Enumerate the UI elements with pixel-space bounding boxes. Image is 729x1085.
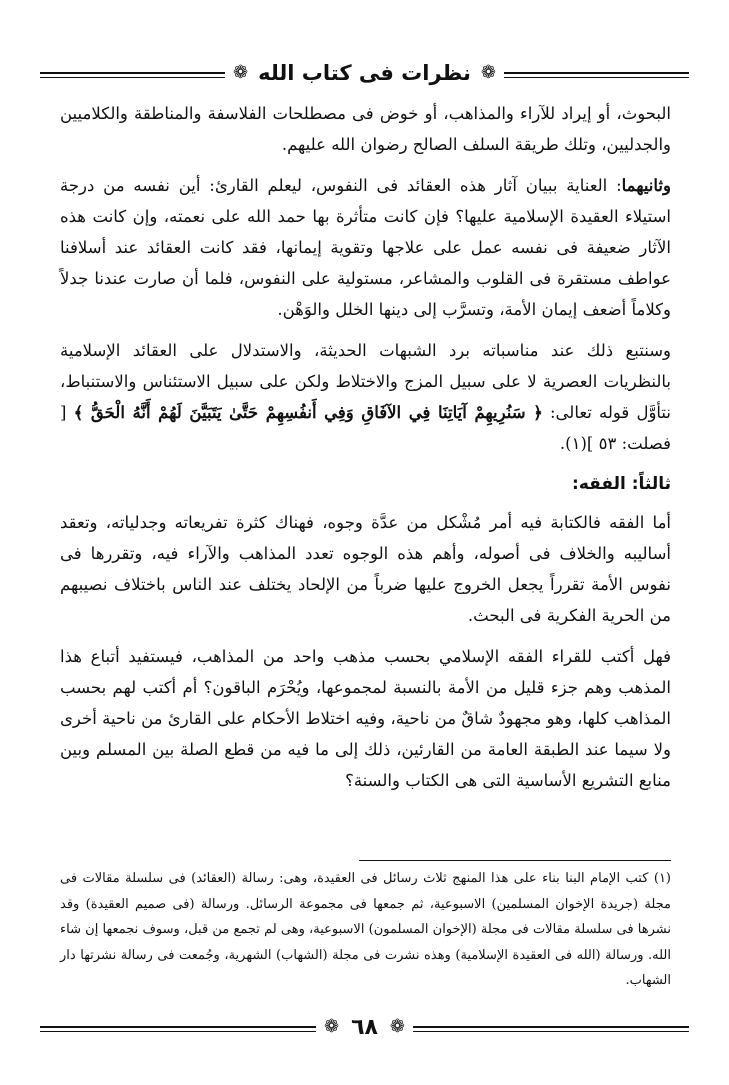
section-heading-fiqh: ثالثاً: الفقه: <box>572 474 671 494</box>
page-footer <box>40 1012 689 1042</box>
flower-ornament-icon: ❁ <box>480 62 496 83</box>
flower-ornament-icon: ❁ <box>389 1016 406 1037</box>
footer-rule-left <box>40 1026 316 1028</box>
paragraph-3 <box>60 335 671 459</box>
running-header <box>40 56 689 90</box>
flower-ornament-icon: ❁ <box>233 62 249 83</box>
footnote-text: (١) كتب الإمام البنا بناء على هذا المنهج ثلاث رسائل فى العقيدة، وهى: رسالة (العقائد) فى سلسلة مقالات فى مجلة (جريدة الإخوان المسلمين) الاسبوعية، ثم جمعها فى مجموعة الرسائل. ورسالة (فى صميم العقيدة) وقد نشرها فى سلسلة مقالات فى مجلة (الإخوان المسلمون) الاسبوعية، وهى لم تجمع من قبل، وسوف نجمعها إن شاء الله. ورسالة (الله فى العقيدة الإسلامية) وهذه نشرت فى مجلة (الشهاب) الشهرية، وجُمعت فى رسالة نشرتها دار الشهاب. <box>60 871 671 988</box>
paragraph-2-text: : العناية ببيان آثار هذه العقائد فى النفوس، ليعلم القارئ: أين نفسه من درجة استيلاء العقيدة الإسلامية عليها؟ فإن كانت متأثرة بها حمد الله على نعمته، وإن كانت هذه الآثار ضعيفة فى نفسه عمل على علاجها وتقوية إيمانها، فقد كانت العقائد عند أسلافنا عواطف مستقرة فى القلوب والمشاعر، مستولية على النفوس، فلما أن صارت عندنا جدلاً وكلاماً أضعف إيمان الأمة، وتسرَّب إلى دينها الخلل والوَهْن. <box>60 176 671 319</box>
paragraph-1 <box>60 98 671 160</box>
page-number: ٦٨ <box>351 1014 378 1040</box>
verse-reference: [ فصلت: ٥٣ ](١). <box>60 403 671 453</box>
paragraph-2-lead: وثانيهما <box>621 176 671 195</box>
footnote <box>60 866 671 994</box>
paragraph-3-text: وسنتبع ذلك عند مناسباته برد الشبهات الحديثة، والاستدلال على العقائد الإسلامية بالنظريات العصرية لا على سبيل المزج والاختلاط ولكن على سبيل الاستئناس والاستنباط، نتأوَّل قوله تعالى: <box>60 341 672 422</box>
paragraph-5 <box>60 641 671 796</box>
running-title: نظرات فى كتاب الله <box>258 61 471 85</box>
paragraph-1-text: البحوث، أو إيراد للآراء والمذاهب، أو خوض فى مصطلحات الفلاسفة والمناطقة والكلاميين والجدليين، وتلك طريقة السلف الصالح رضوان الله عليهم. <box>60 104 671 154</box>
header-rule-right <box>504 72 689 74</box>
footnote-separator <box>359 860 671 861</box>
paragraph-4-text: أما الفقه فالكتابة فيه أمر مُشْكل من عدَّة وجوه، فهناك كثرة تفريعاته وجدلياته، وتعقد أساليبه والخلاف فى أصوله، وأهم هذه الوجوه تعدد المذاهب والآراء فيه، وتقررها فى نفوس الأمة تقرراً يجعل الخروج عليها ضرباً من الإلحاد يختلف عند الناس باختلاف نصيبهم من الحرية الفكرية فى البحث. <box>60 513 671 625</box>
body-text <box>60 98 671 806</box>
footer-rule-right <box>413 1026 689 1028</box>
header-rule-left <box>40 72 225 74</box>
paragraph-5-text: فهل أكتب للقراء الفقه الإسلامي بحسب مذهب واحد من المذاهب، فيستفيد أتباع هذا المذهب وهم جزء قليل من الأمة بالنسبة لمجموعها، ويُحْرَم الباقون؟ أم أكتب لهم بحسب المذاهب كلها، وهو مجهودٌ شاقٌ من ناحية، وفيه اختلاط الأحكام على القارئ من ناحية أخرى ولا سيما عند الطبقة العامة من القارئين، ذلك إلى ما فيه من قطع الصلة بين المسلم وبين منابع التشريع الأساسية التى هى الكتاب والسنة؟ <box>60 647 671 790</box>
paragraph-4 <box>60 507 671 631</box>
paragraph-2 <box>60 170 671 325</box>
quran-verse: ﴿ سَنُرِيهِمْ آيَاتِنَا فِي الآفَاقِ وَفِي أَنفُسِهِمْ حَتَّىٰ يَتَبَيَّنَ لَهُمْ أَنَّهُ الْحَقُّ ﴾ <box>73 403 543 422</box>
flower-ornament-icon: ❁ <box>323 1016 340 1037</box>
